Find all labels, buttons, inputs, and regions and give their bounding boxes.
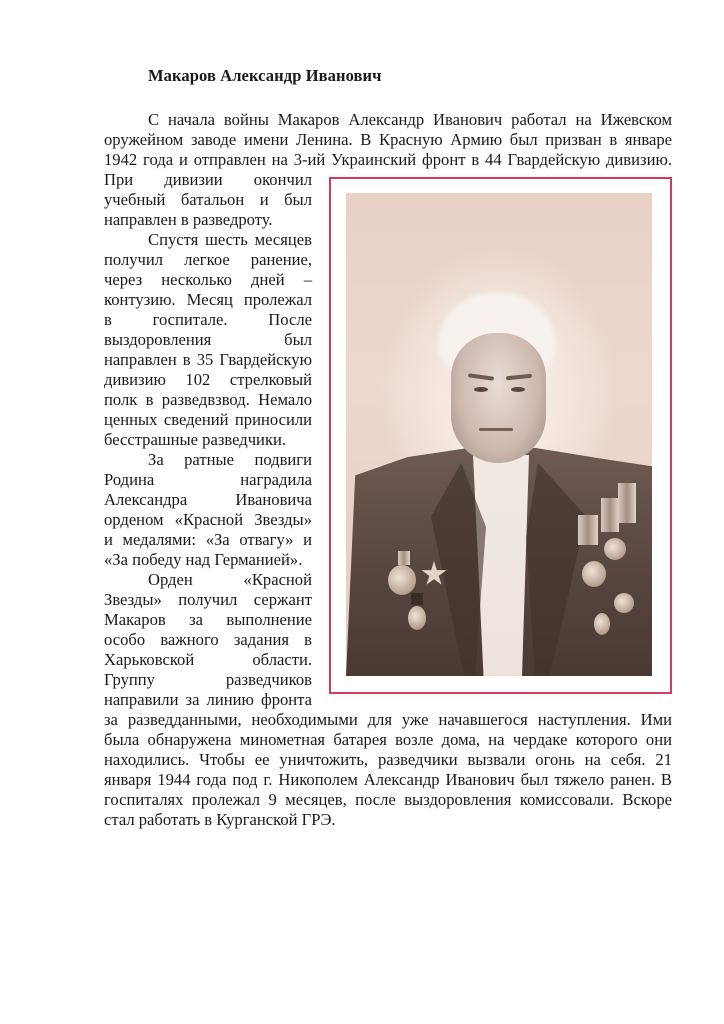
text-line: дивизию 102 стрелковый	[104, 370, 312, 389]
medal-ribbon	[398, 551, 410, 565]
text-line: полк в разведвзвод. Немало	[104, 390, 312, 409]
text-line: особо важного задания в	[104, 630, 312, 649]
text-line: за разведданными, необходимыми для уже начавшегося наступления. Ими	[104, 710, 672, 729]
text-line: «За победу над Германией».	[104, 550, 303, 569]
text-line: была обнаружена минометная батарея возле дома, на чердаке которого они	[104, 730, 672, 749]
text-line: Спустя шесть месяцев	[148, 230, 312, 249]
text-line: Макаров за выполнение	[104, 610, 312, 629]
medal-icon	[582, 561, 606, 587]
page-title: Макаров Александр Иванович	[148, 66, 382, 85]
text-line: получил легкое ранение,	[104, 250, 312, 269]
medal-icon	[614, 593, 634, 613]
text-line: С начала войны Макаров Александр Иванович работал на Ижевском	[148, 110, 672, 129]
text-line: оружейном заводе имени Ленина. В Красную Армию был призван в январе	[104, 130, 672, 149]
text-line: 1942 года и отправлен на 3-ий Украинский фронт в 44 Гвардейскую дивизию.	[104, 150, 672, 169]
text-line: Александра Ивановича	[104, 490, 312, 509]
text-line: через несколько дней –	[104, 270, 312, 289]
text-line: учебный батальон и был	[104, 190, 312, 209]
text-line: стал работать в Курганской ГРЭ.	[104, 810, 336, 829]
text-line: Родина наградила	[104, 470, 312, 489]
medal-ribbon	[618, 483, 636, 523]
text-line: Звезды» получил сержант	[104, 590, 312, 609]
text-line: Харьковской области.	[104, 650, 312, 669]
text-line: в госпитале. После	[104, 310, 312, 329]
text-line: госпиталях пролежал 9 месяцев, после выздоровления комиссовали. Вскоре	[104, 790, 672, 809]
portrait-face	[451, 333, 546, 463]
text-line: и медалями: «За отвагу» и	[104, 530, 312, 549]
portrait-eye	[511, 387, 525, 392]
medal-icon	[604, 538, 626, 560]
medal-icon	[594, 613, 610, 635]
medal-ribbon	[601, 498, 619, 532]
medal-ribbon	[411, 593, 423, 605]
portrait-mouth	[479, 428, 513, 431]
portrait-eye	[474, 387, 488, 392]
medal-icon	[388, 565, 416, 595]
medal-icon	[408, 606, 426, 630]
text-line: Орден «Красной	[148, 570, 312, 589]
text-line: Группу разведчиков	[104, 670, 312, 689]
medal-ribbon	[578, 515, 598, 545]
text-line: выздоровления был	[104, 330, 312, 349]
text-line: При дивизии окончил	[104, 170, 312, 189]
text-line: находились. Чтобы ее уничтожить, разведчики вызвали огонь на себя. 21	[104, 750, 672, 769]
text-line: направили за линию фронта	[104, 690, 312, 709]
text-line: За ратные подвиги	[148, 450, 312, 469]
text-line: направлен в разведроту.	[104, 210, 273, 229]
text-line: направлен в 35 Гвардейскую	[104, 350, 312, 369]
text-line: января 1944 года под г. Никополем Александр Иванович был тяжело ранен. В	[104, 770, 672, 789]
portrait-photo	[346, 193, 652, 676]
text-line: ценных сведений приносили	[104, 410, 312, 429]
text-line: бесстрашные разведчики.	[104, 430, 287, 449]
text-line: контузию. Месяц пролежал	[104, 290, 312, 309]
text-line: орденом «Красной Звезды»	[104, 510, 312, 529]
